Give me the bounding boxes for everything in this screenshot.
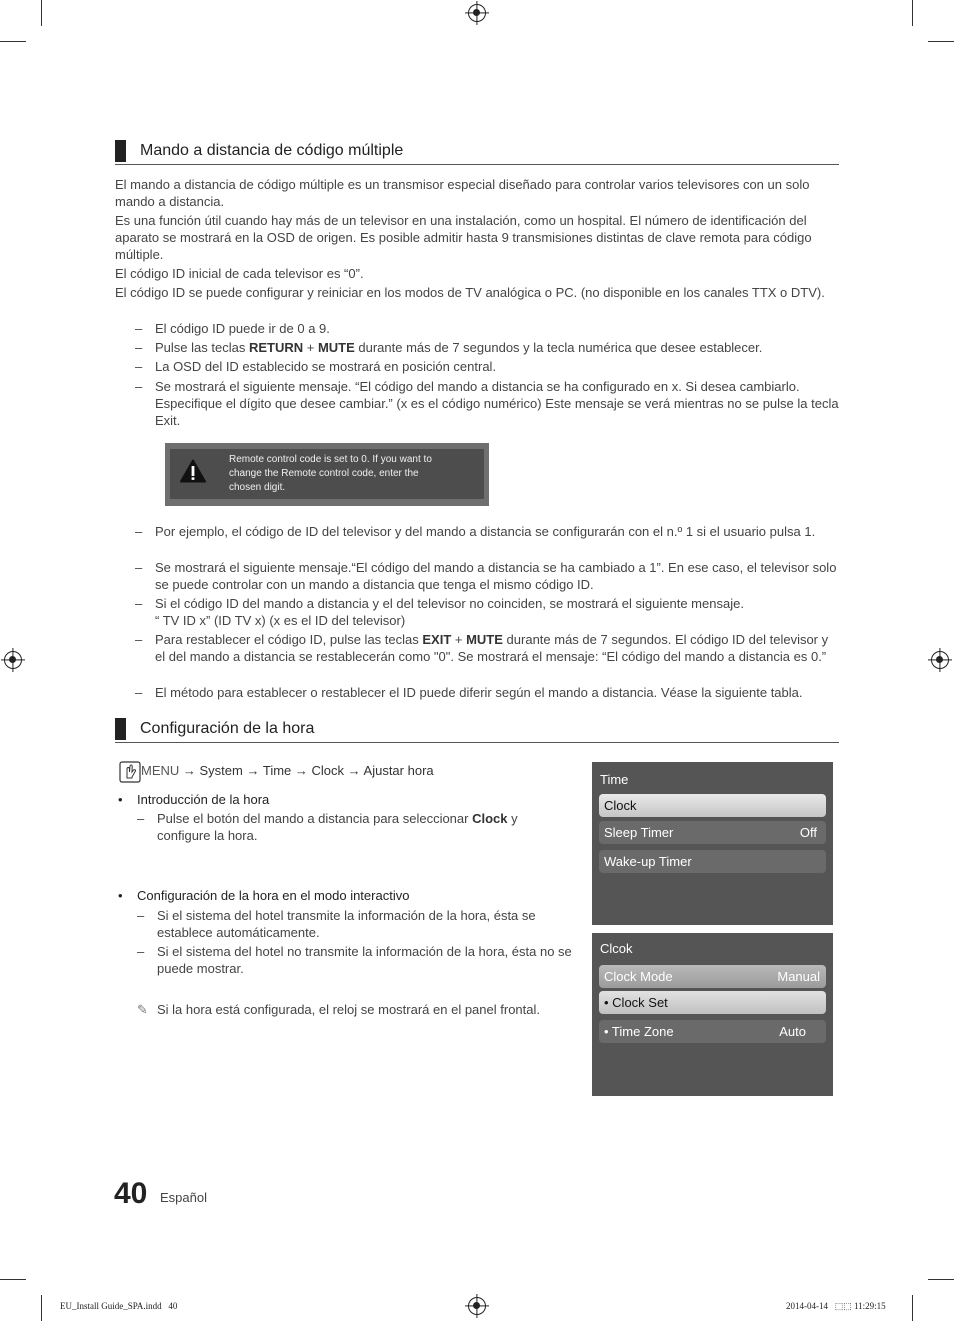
dash-marker: – — [135, 321, 143, 336]
dash-marker: – — [137, 811, 145, 826]
bullet-title: Configuración de la hora en el modo interactivo — [137, 888, 410, 903]
list-item-text — [155, 595, 840, 629]
list-item-text: Por ejemplo, el código de ID del televisor y del mando a distancia se configurarán con el n.º 1 si el usuario pulsa 1. — [155, 524, 816, 539]
menu-adjust-time: Ajustar hora — [363, 763, 434, 778]
dash-marker: – — [135, 359, 143, 374]
pencil-note-icon: ✎ — [137, 1002, 148, 1017]
dash-list-item — [135, 358, 840, 375]
osd-item-value: Auto — [779, 1024, 806, 1039]
dash-marker: – — [135, 596, 143, 611]
bullet-item — [118, 791, 270, 808]
dash-list-item — [135, 378, 840, 429]
section-heading — [115, 140, 839, 165]
dash-list-item — [137, 907, 577, 941]
arrow: → — [291, 763, 312, 778]
osd-item-label: • Clock Set — [604, 995, 668, 1010]
registration-mark-icon — [468, 4, 486, 22]
crop-mark — [0, 41, 26, 42]
menu-label: MENU — [141, 763, 180, 778]
osd-item-sleep-timer[interactable] — [599, 821, 826, 844]
paragraph: Es una función útil cuando hay más de un televisor en una instalación, como un hospital. El número de identificación del aparato se mostrará en la OSD de origen. Es posible admitir hasta 9 transmisiones distintas de clave remota para código múltiple. — [115, 213, 812, 262]
dash-marker: – — [135, 524, 143, 539]
dash-marker: – — [135, 685, 143, 700]
osd-item-wakeup-timer[interactable] — [599, 850, 826, 873]
osd-item-value: Manual — [777, 969, 820, 984]
crop-mark — [41, 0, 42, 26]
text: y configure la hora. — [157, 811, 518, 843]
bullet-item — [118, 887, 410, 904]
key-return: RETURN — [248, 340, 304, 355]
warning-message-inner — [170, 449, 484, 499]
registration-mark-icon — [468, 1297, 486, 1315]
dash-list-item — [135, 684, 840, 701]
text: “ TV ID x” (ID TV x) (x es el ID del televisor) — [155, 613, 406, 628]
warning-icon — [180, 459, 206, 483]
arrow: → — [344, 763, 364, 778]
dash-list-item — [135, 595, 840, 629]
bullet-marker: • — [118, 888, 123, 903]
warning-message-box — [165, 443, 489, 506]
list-item-text: Se mostrará el siguiente mensaje. “El código del mando a distancia se ha configurado en x. Si desea cambiarlo. Especifique el dígito que desee cambiar.” (x es el código numérico) Este mensaje se verá mientras no se pulse la tecla Exit. — [155, 379, 839, 428]
menu-clock: Clock — [311, 763, 345, 778]
dash-marker: – — [137, 944, 145, 959]
list-item-text — [157, 810, 557, 844]
dash-marker: – — [135, 560, 143, 575]
osd-clock-menu — [592, 933, 833, 1096]
osd-item-label: • Time Zone — [604, 1024, 674, 1039]
section-heading — [115, 718, 839, 743]
paragraph: El código ID inicial de cada televisor es “0”. — [115, 266, 364, 281]
list-item-text: El código ID puede ir de 0 a 9. — [155, 321, 330, 336]
crop-mark — [928, 41, 954, 42]
text: + — [303, 340, 318, 355]
osd-title: Time — [600, 772, 629, 787]
registration-mark-icon — [4, 651, 22, 669]
key-mute: MUTE — [317, 340, 355, 355]
clock-keyword: Clock — [472, 811, 508, 826]
paragraph: El código ID se puede configurar y reiniciar en los modos de TV analógica o PC. (no disponible en los canales TTX o DTV). — [115, 285, 825, 300]
osd-title: Clcok — [600, 941, 633, 956]
osd-item-label: Sleep Timer — [604, 825, 674, 840]
crop-mark — [912, 1295, 913, 1321]
key-exit: EXIT — [422, 632, 452, 647]
menu-system: System — [199, 763, 243, 778]
dash-list-item — [137, 810, 557, 844]
dash-marker: – — [135, 340, 143, 355]
text: Para restablecer el código ID, pulse las teclas — [155, 632, 423, 647]
osd-item-label: Clock Mode — [604, 969, 673, 984]
arrow: → — [242, 763, 263, 778]
text: Si el código ID del mando a distancia y el del televisor no coinciden, se mostrará el siguiente mensaje. — [155, 596, 744, 611]
paragraph: El mando a distancia de código múltiple es un transmisor especial diseñado para controlar varios televisores con un solo mando a distancia. — [115, 177, 810, 209]
dash-list-item — [137, 943, 577, 977]
osd-time-menu — [592, 762, 833, 925]
dash-marker: – — [137, 908, 145, 923]
list-item-text: Si el sistema del hotel no transmite la información de la hora, ésta no se puede mostrar. — [157, 944, 572, 976]
text: Pulse las teclas — [155, 340, 249, 355]
osd-item-label: Clock — [604, 798, 637, 813]
dash-list-item — [135, 320, 840, 337]
dash-list-item — [135, 631, 840, 665]
list-item-text: El método para establecer o restablecer el ID puede diferir según el mando a distancia. Véase la siguiente tabla. — [155, 685, 803, 700]
note — [137, 1001, 577, 1018]
crop-mark — [912, 0, 913, 26]
dash-marker: – — [135, 632, 143, 647]
dash-list-item — [135, 523, 840, 540]
dash-marker: – — [135, 379, 143, 394]
text: durante más de 7 segundos y la tecla numérica que desee establecer. — [354, 340, 763, 355]
list-item-text: Se mostrará el siguiente mensaje.“El código del mando a distancia se ha cambiado a 1”. En ese caso, el televisor solo se puede controlar con un mando a distancia que tenga el mismo código ID. — [155, 560, 837, 592]
registration-mark-icon — [931, 651, 949, 669]
language-label: Español — [160, 1190, 207, 1205]
bullet-title: Introducción de la hora — [137, 792, 270, 807]
osd-item-label: Wake-up Timer — [604, 854, 692, 869]
list-item-text: Si el sistema del hotel transmite la información de la hora, ésta se establece automáticamente. — [157, 908, 536, 940]
osd-item-clock-mode[interactable] — [599, 965, 826, 988]
osd-item-value: Off — [799, 825, 817, 840]
list-item-text — [155, 631, 840, 665]
text: Pulse el botón del mando a distancia para seleccionar — [157, 811, 473, 826]
crop-mark — [0, 1279, 26, 1280]
menu-time: Time — [262, 763, 292, 778]
osd-item-clock-set[interactable] — [599, 991, 826, 1014]
dash-list-item — [135, 339, 840, 356]
menu-path — [119, 760, 434, 783]
warning-text: Remote control code is set to 0. If you want to change the Remote control code, enter the chosen digit. — [229, 454, 432, 493]
print-date-info: 2014-04-14 ⬚⬚ 11:29:15 — [786, 1301, 886, 1311]
arrow: → — [179, 763, 200, 778]
bullet-marker: • — [118, 792, 123, 807]
heading-bar — [115, 718, 126, 740]
note-text: Si la hora está configurada, el reloj se mostrará en el panel frontal. — [157, 1002, 540, 1017]
hand-menu-icon — [119, 761, 141, 783]
osd-item-clock[interactable] — [599, 794, 826, 817]
list-item-text — [155, 339, 840, 356]
print-file-info: EU_Install Guide_SPA.indd 40 — [60, 1301, 178, 1311]
dash-list-item — [135, 559, 840, 593]
osd-item-time-zone[interactable] — [599, 1020, 826, 1043]
section-title: Mando a distancia de código múltiple — [140, 142, 404, 159]
page-number: 40 — [114, 1177, 148, 1210]
text: durante más de 7 segundos. El código ID del televisor y el del mando a distancia se restablecerán como "0". Se mostrará el mensaje: “El código del mando a distancia es 0.” — [155, 632, 829, 664]
section-title: Configuración de la hora — [140, 720, 315, 737]
key-mute: MUTE — [466, 632, 503, 647]
crop-mark — [928, 1279, 954, 1280]
crop-mark — [41, 1295, 42, 1321]
text: + — [451, 632, 467, 647]
heading-bar — [115, 140, 126, 162]
list-item-text: La OSD del ID establecido se mostrará en posición central. — [155, 359, 497, 374]
